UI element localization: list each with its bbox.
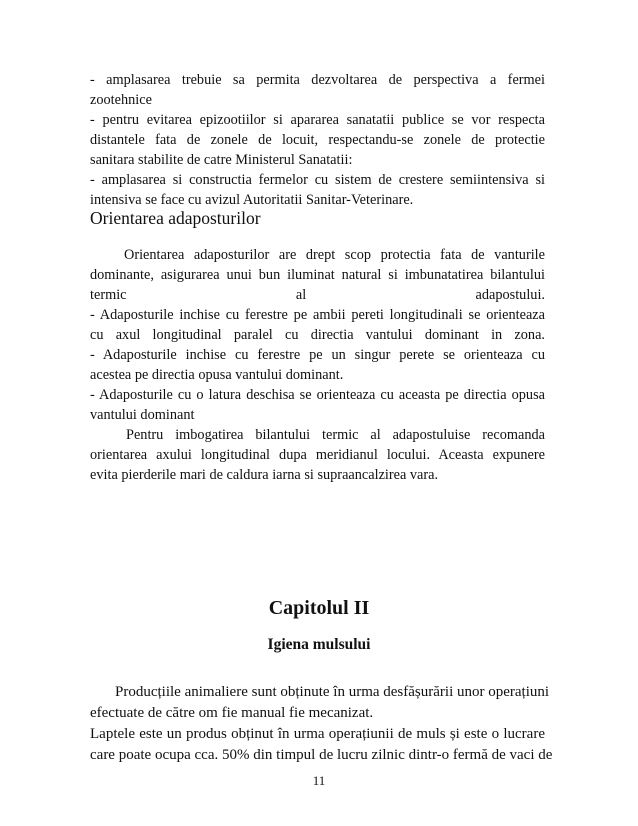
text-line: sanitara stabilite de catre Ministerul Sanatatii:	[90, 152, 353, 168]
text-line: intensiva se face cu avizul Autoritatii Sanitar-Veterinare.	[90, 192, 414, 208]
section-heading: Orientarea adaposturilor	[90, 208, 261, 228]
orientation-paragraph	[90, 245, 545, 485]
text-line: Pentru imbogatirea bilantului termic al adapostuluise recomanda	[126, 427, 545, 443]
text-line: - Adaposturile cu o latura deschisa se orienteaza cu aceasta pe directia opusa	[90, 387, 545, 403]
text-line: dominante, asigurarea unui bun iluminat natural si imbunatatirea bilantului	[90, 267, 545, 283]
text-line: zootehnice	[90, 92, 152, 108]
text-line: - pentru evitarea epizootiilor si apararea sanatatii publice se vor respecta	[90, 112, 545, 128]
page-number: 11	[312, 773, 326, 788]
text-line: Orientarea adaposturilor are drept scop protectia fata de vanturile	[124, 247, 545, 263]
chapter-title: Capitolul II	[268, 597, 370, 619]
text-line: Laptele este un produs obținut în urma operațiunii de muls și este o lucrare	[90, 726, 545, 742]
intro-paragraph	[90, 70, 545, 210]
text-line: - Adaposturile inchise cu ferestre pe ambii pereti longitudinali se orienteaza	[90, 307, 545, 323]
text-line: distantele fata de zonele de locuit, respectandu-se zonele de protectie	[90, 132, 545, 148]
text-line: evita pierderile mari de caldura iarna si supraancalzirea vara.	[90, 467, 439, 483]
text-line: termic al adapostului.	[90, 287, 545, 303]
text-line: - amplasarea si constructia fermelor cu sistem de crestere semiintensiva si	[90, 172, 545, 188]
text-line: acestea pe directia opusa vantului dominant.	[90, 367, 344, 383]
text-line: orientarea axului longitudinal dupa meridianul locului. Aceasta expunere	[90, 447, 545, 463]
text-line: - amplasarea trebuie sa permita dezvoltarea de perspectiva a fermei	[90, 72, 545, 88]
text-line: efectuate de către om fie manual fie mecanizat.	[90, 705, 374, 721]
text-line: cu axul longitudinal paralel cu directia vantului dominant in zona.	[90, 327, 545, 343]
text-line: - Adaposturile inchise cu ferestre pe un singur perete se orienteaza cu	[90, 347, 545, 363]
milking-paragraph	[90, 682, 553, 766]
text-line: vantului dominant	[90, 407, 195, 423]
text-line: care poate ocupa cca. 50% din timpul de lucru zilnic dintr-o fermă de vaci de	[90, 747, 553, 763]
chapter-subtitle: Igiena mulsului	[267, 636, 371, 653]
text-line: Producțiile animaliere sunt obținute în urma desfășurării unor operațiuni	[115, 684, 550, 700]
